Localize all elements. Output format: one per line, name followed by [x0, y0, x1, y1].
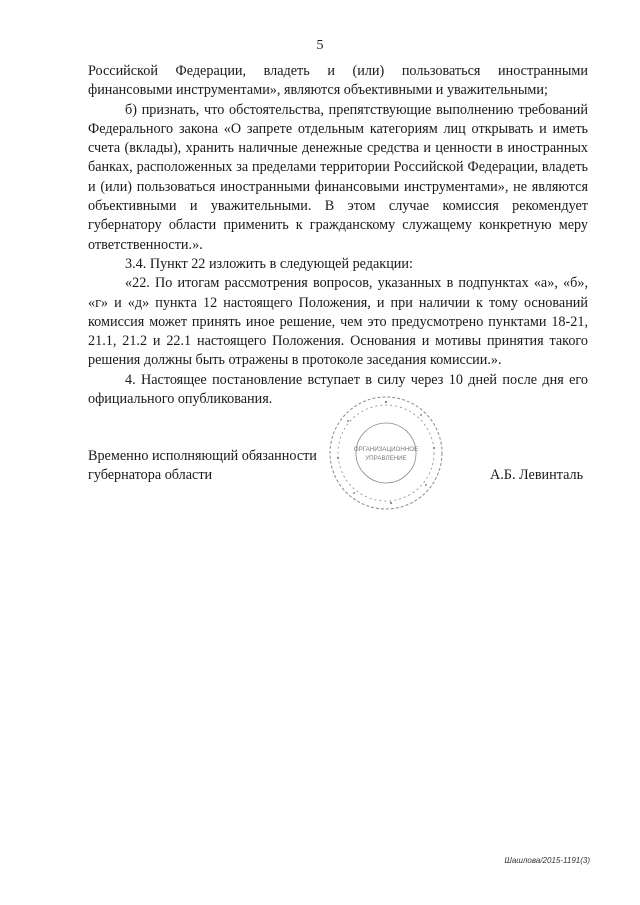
- paragraph: «22. По итогам рассмотрения вопросов, указанных в подпунктах «а», «б», «г» и «д» пункта 12 настоящего Положения, и при наличии к тому оснований комиссия может принять иное решение, чем это предусмотрено пунктами 18-21, 21.1, 21.2 и 22.1 настоящего Положения. Основания и мотивы принятия такого решения должны быть отражены в протоколе заседания комиссии.».: [88, 275, 588, 369]
- paragraph: 4. Настоящее постановление вступает в силу через 10 дней после дня его официального опубликования.: [88, 371, 588, 408]
- signatory-name: А.Б. Левинталь: [490, 467, 584, 483]
- signatory-title-line: губернатора области: [88, 467, 213, 484]
- document-footer-code: Шашлова/2015-1191(3): [504, 856, 590, 865]
- page-number: 5: [316, 38, 324, 53]
- paragraph: 3.4. Пункт 22 изложить в следующей редакции:: [125, 255, 413, 272]
- signatory-title-line: Временно исполняющий обязанности: [88, 448, 317, 464]
- paragraph: б) признать, что обстоятельства, препятствующие выполнению требований Федерального закона «О запрете отдельным категориям лиц открывать и иметь счета (вклады), хранить наличные денежные средства и ценности в иностранных банках, расположенных за пределами территории Российской Федерации, владеть и (или) пользоваться иностранными финансовыми инструментами», не являются объективными и уважительными. В этом случае комиссия рекомендует губернатору области применить к гражданскому служащему конкретную меру ответственности.».: [88, 101, 588, 253]
- official-stamp-seal: [326, 393, 446, 513]
- stamp-text-line: ОРГАНИЗАЦИОННОЕ: [353, 446, 419, 453]
- document-body: [88, 62, 588, 409]
- paragraph: Российской Федерации, владеть и (или) пользоваться иностранными финансовыми инструментами», являются объективными и уважительными;: [88, 63, 588, 99]
- stamp-text-line: УПРАВЛЕНИЕ: [365, 455, 407, 462]
